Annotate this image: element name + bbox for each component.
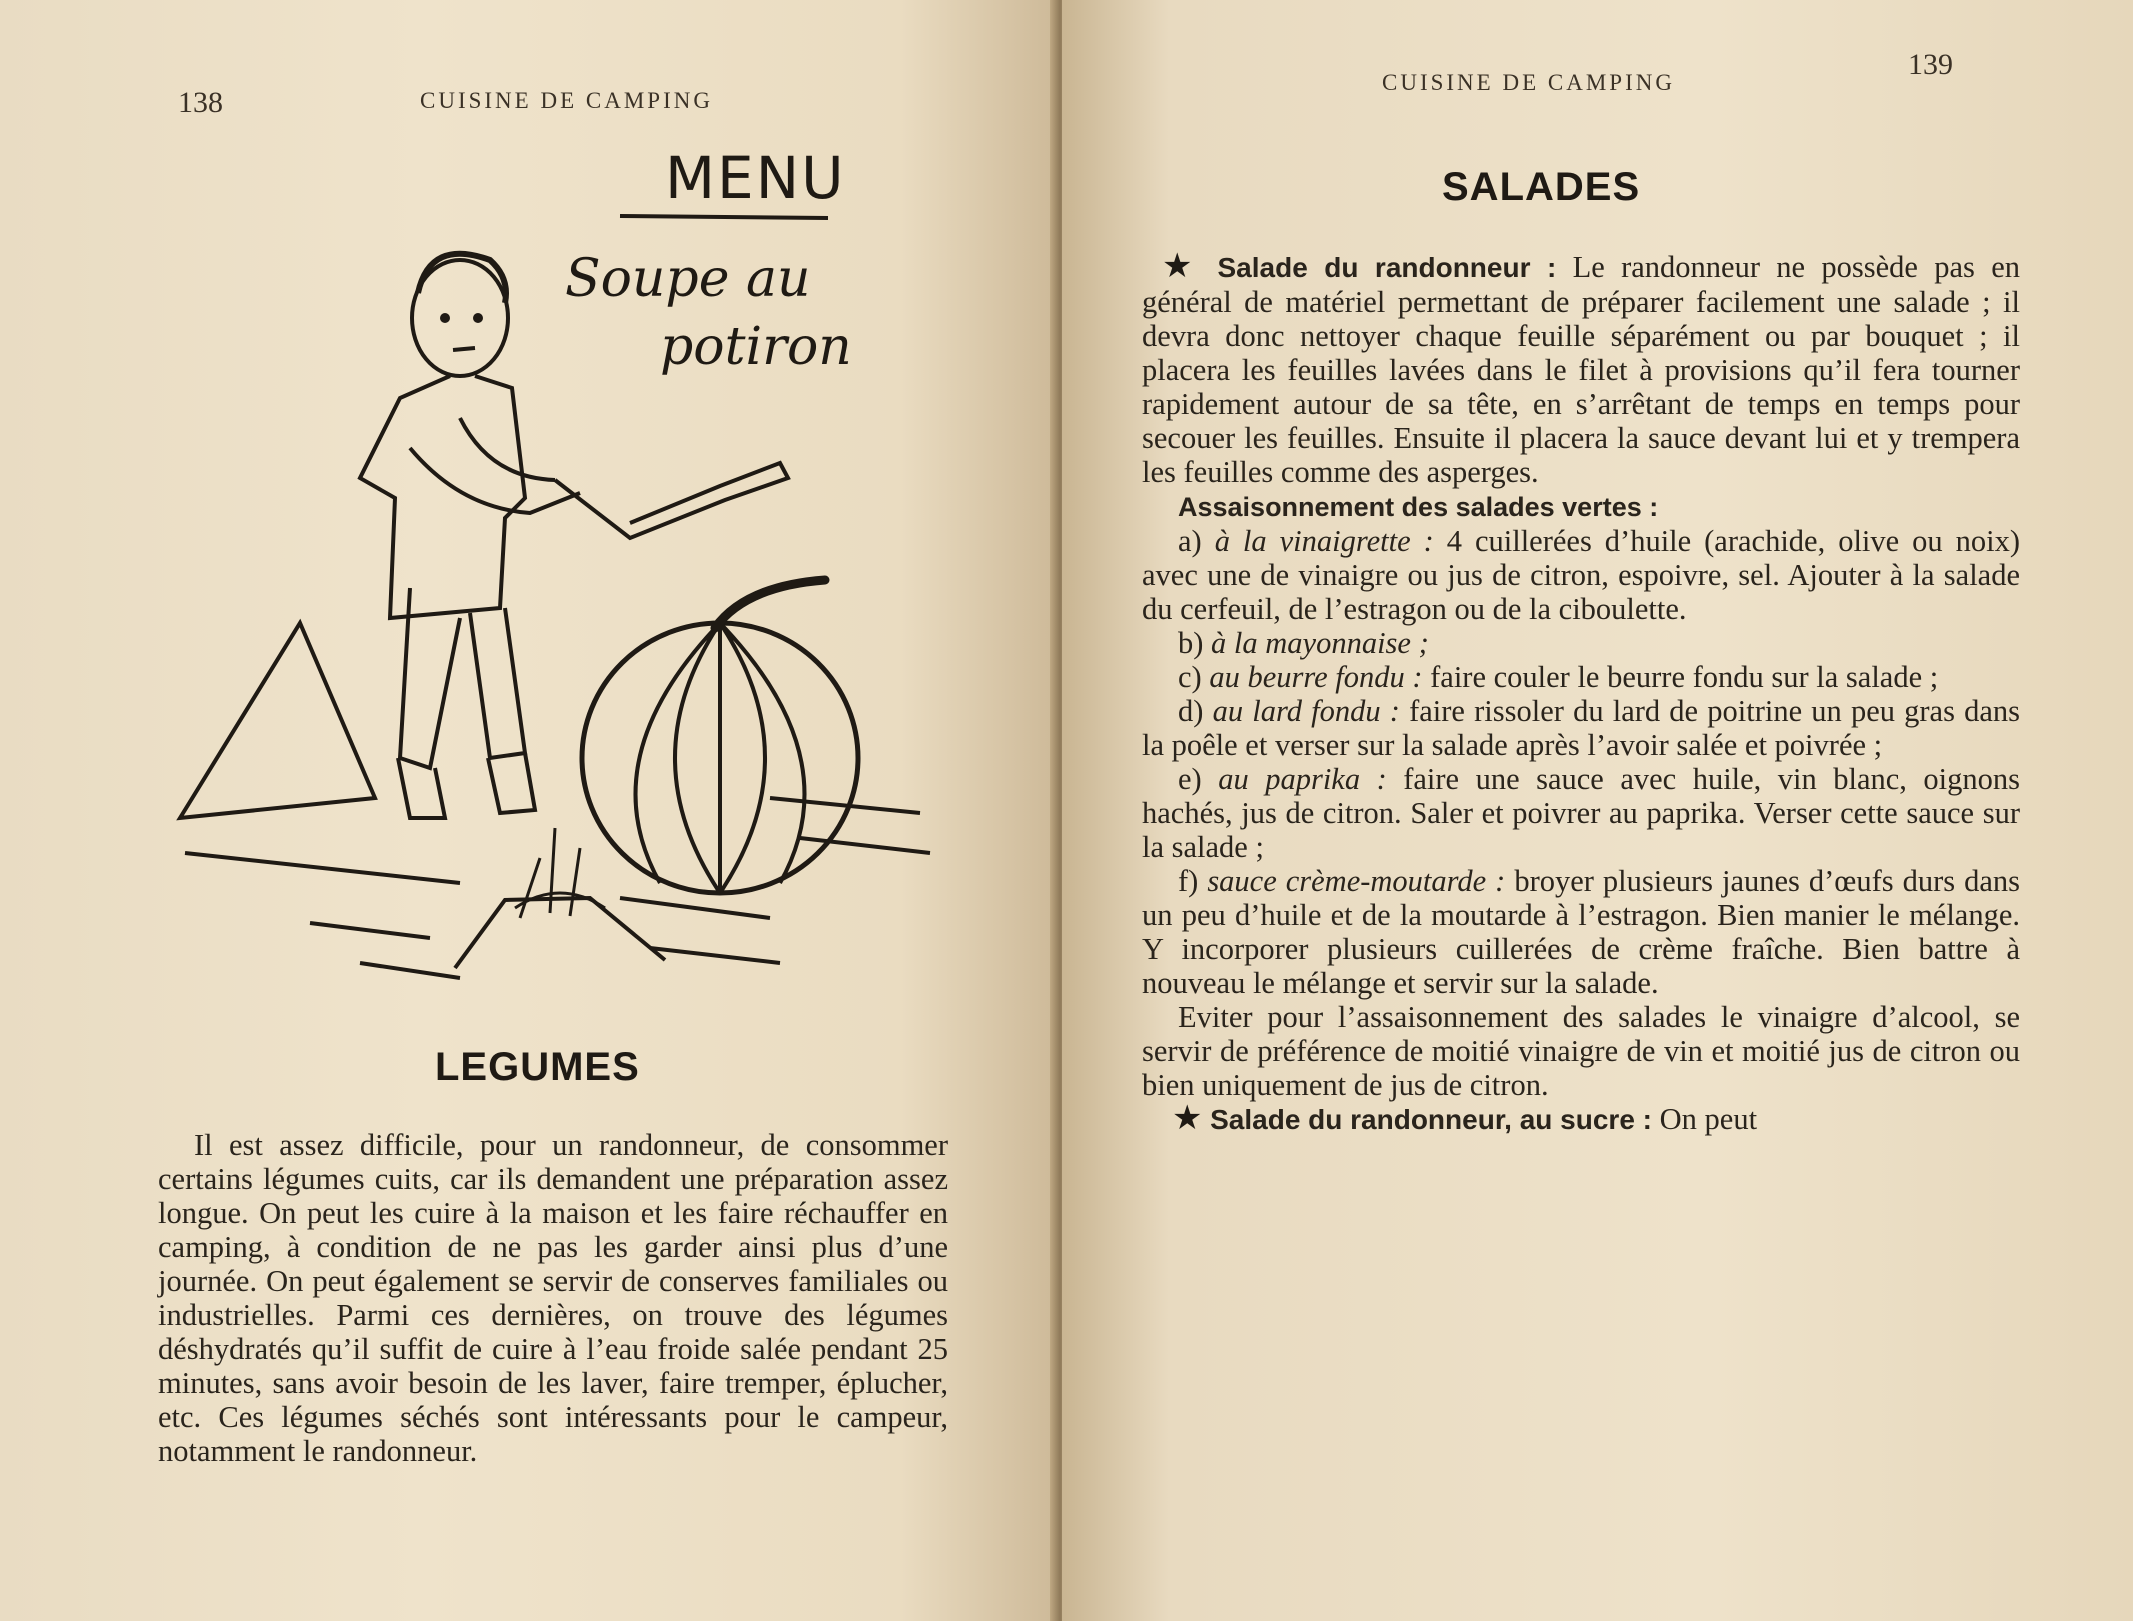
item-e-letter: e): [1178, 762, 1202, 796]
item-b-letter: b): [1178, 626, 1204, 660]
assaisonnement-heading-row: [1142, 489, 2020, 524]
item-d-letter: d): [1178, 694, 1204, 728]
salade-randonneur-text: Le randonneur ne possède pas en général de matériel permettant de préparer facilement une salade ; il devra donc nettoyer chaque feuille séparément ou par bouquet ; il placera les feuilles lavées dans le filet à provisions qu’il fera tourner rapidement autour de sa tête, en s’arrêtant de temps en temps pour secouer les feuilles. Ensuite il placera la sauce devant lui et y trempera les feuilles comme des asperges.: [1142, 250, 2021, 489]
menu-line-1: Soupe au: [565, 249, 811, 309]
menu-line-2: potiron: [660, 317, 852, 377]
item-e-label: au paprika :: [1218, 762, 1387, 796]
item-d-text: faire rissoler du lard de poitrine un peu gras dans la poêle et verser sur la salade après l’avoir salée et poivrée ;: [1142, 694, 2021, 762]
item-d: [1142, 694, 2020, 762]
assaisonnement-heading: Assaisonnement des salades vertes :: [1178, 492, 1659, 522]
menu-title: MENU: [665, 144, 846, 212]
section-title-salades: SALADES: [1442, 165, 1641, 209]
eviter-paragraph: Eviter pour l’assaisonnement des salades le vinaigre d’alcool, se servir de préférence de moitié vinaigre de vin et moitié jus de citron ou bien uniquement de jus de citron.: [1142, 1000, 2020, 1102]
salade-sucre-paragraph: [1142, 1102, 2020, 1137]
item-e: [1142, 762, 2020, 864]
legumes-text: Il est assez difficile, pour un randonneur, de consommer certains légumes cuits, car ils demandent une préparation assez longue. On peut les cuire à la maison et les faire réchauffer en camping, à condition de ne pas les garder ainsi plus d’une journée. On peut également se servir de conserves familiales ou industrielles. Parmi ces dernières, on trouve des légumes déshydratés qu’il suffit de cuire à l’eau froide salée pendant 25 minutes, sans avoir besoin de les laver, faire tremper, éplucher, etc. Ces légumes séchés sont intéressants pour le campeur, notamment le randonneur.: [158, 1128, 948, 1468]
salade-sucre-lead: Salade du randonneur, au sucre :: [1210, 1104, 1652, 1135]
star-icon-2: ★: [1172, 1100, 1203, 1137]
item-c: [1142, 660, 2020, 694]
page-number-left: 138: [178, 86, 223, 119]
item-a-text: 4 cuillerées d’huile (arachide, olive ou noix) avec une de vinaigre ou jus de citron, espoivre, sel. Ajouter à la salade du cerfeuil, de l’estragon ou de la ciboulette.: [1142, 524, 2021, 626]
right-page: [1062, 0, 2133, 1621]
item-f-letter: f): [1178, 864, 1199, 898]
item-a-label: à la vinaigrette :: [1214, 524, 1434, 558]
salades-column: [1142, 250, 2020, 1137]
running-head-left: CUISINE DE CAMPING: [420, 88, 713, 113]
item-d-label: au lard fondu :: [1212, 694, 1400, 728]
page-number-right: 139: [1908, 48, 1953, 81]
salade-randonneur-paragraph: [1142, 250, 2020, 489]
item-b-label: à la mayonnaise ;: [1211, 626, 1429, 660]
item-e-text: faire une sauce avec huile, vin blanc, oignons hachés, jus de citron. Saler et poivrer au paprika. Verser cette sauce sur la salade ;: [1142, 762, 2021, 864]
item-c-letter: c): [1178, 660, 1202, 694]
item-a: [1142, 524, 2020, 626]
salade-randonneur-lead: Salade du randonneur :: [1217, 252, 1557, 283]
item-c-text: faire couler le beurre fondu sur la salade ;: [1430, 660, 1939, 694]
item-f-label: sauce crème-moutarde :: [1207, 864, 1506, 898]
legumes-paragraph: [158, 1128, 948, 1468]
item-b: [1142, 626, 2020, 660]
pumpkin-soup-illustration: [160, 118, 960, 998]
item-a-letter: a): [1178, 524, 1202, 558]
salade-sucre-text: On peut: [1659, 1102, 1758, 1136]
item-f-text: broyer plusieurs jaunes d’œufs durs dans un peu d’huile et de la moutarde à l’estragon. Bien manier le mélange. Y incorporer plusieurs cuillerées de crème fraîche. Bien battre à nouveau le mélange et servir sur la salade.: [1142, 864, 2021, 1000]
section-title-legumes: LEGUMES: [435, 1045, 640, 1089]
item-c-label: au beurre fondu :: [1209, 660, 1423, 694]
running-head-right: CUISINE DE CAMPING: [1382, 70, 1675, 95]
item-f: [1142, 864, 2020, 1000]
star-icon: ★: [1162, 248, 1202, 285]
left-page: [0, 0, 1058, 1621]
